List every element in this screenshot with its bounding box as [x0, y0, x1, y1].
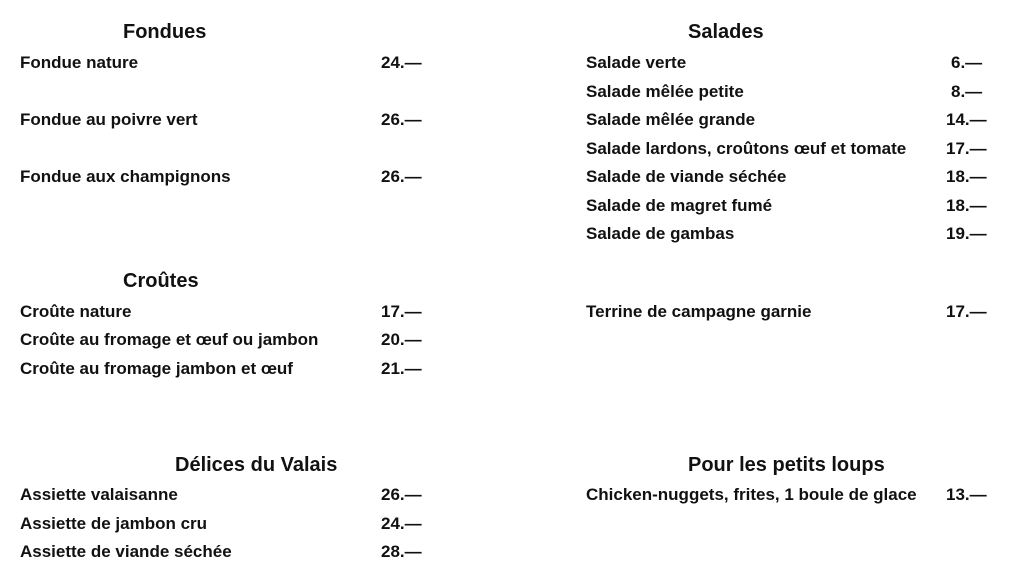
menu-item-terrine-campagne: Terrine de campagne garnie	[586, 302, 812, 321]
menu-price-salade-verte: 6.—	[951, 53, 983, 72]
menu-item-salade-melee-grande: Salade mêlée grande	[586, 110, 756, 129]
menu-price-terrine-campagne: 17.—	[946, 302, 987, 321]
menu-item-salade-viande-sechee: Salade de viande séchée	[586, 167, 787, 186]
menu-item-assiette-valaisanne: Assiette valaisanne	[20, 485, 178, 504]
menu-item-fondue-champignons: Fondue aux champignons	[20, 167, 231, 186]
menu-item-salade-magret: Salade de magret fumé	[586, 196, 773, 215]
menu-price-salade-lardons: 17.—	[946, 139, 987, 158]
menu-price-fondue-champignons: 26.—	[381, 167, 422, 186]
delices-heading: Délices du Valais	[175, 454, 338, 476]
menu-price-croute-fromage-jambon-et-oeuf: 21.—	[381, 359, 422, 378]
menu-price-salade-melee-petite: 8.—	[951, 82, 983, 101]
menu-price-fondue-poivre: 26.—	[381, 110, 422, 129]
menu-price-salade-magret: 18.—	[946, 196, 987, 215]
menu-price-salade-viande-sechee: 18.—	[946, 167, 987, 186]
menu-item-croute-fromage-oeuf-ou-jambon: Croûte au fromage et œuf ou jambon	[20, 330, 319, 349]
menu-item-fondue-nature: Fondue nature	[20, 53, 139, 72]
menu-price-chicken-nuggets: 13.—	[946, 485, 987, 504]
menu-item-chicken-nuggets: Chicken-nuggets, frites, 1 boule de glace	[586, 485, 917, 504]
menu-price-salade-melee-grande: 14.—	[946, 110, 987, 129]
salades-heading: Salades	[688, 21, 764, 43]
menu-item-salade-verte: Salade verte	[586, 53, 687, 72]
menu-price-assiette-valaisanne: 26.—	[381, 485, 422, 504]
menu-item-assiette-jambon-cru: Assiette de jambon cru	[20, 514, 208, 533]
fondues-heading: Fondues	[123, 21, 207, 43]
menu-item-croute-fromage-jambon-et-oeuf: Croûte au fromage jambon et œuf	[20, 359, 293, 378]
menu-item-salade-gambas: Salade de gambas	[586, 224, 735, 243]
menu-price-assiette-jambon-cru: 24.—	[381, 514, 422, 533]
menu-price-fondue-nature: 24.—	[381, 53, 422, 72]
menu-item-assiette-viande-sechee: Assiette de viande séchée	[20, 542, 232, 561]
menu-item-salade-melee-petite: Salade mêlée petite	[586, 82, 744, 101]
menu-price-croute-nature: 17.—	[381, 302, 422, 321]
petits-loups-heading: Pour les petits loups	[688, 454, 885, 476]
croutes-heading: Croûtes	[123, 270, 199, 292]
menu-item-fondue-poivre: Fondue au poivre vert	[20, 110, 198, 129]
menu-price-assiette-viande-sechee: 28.—	[381, 542, 422, 561]
menu-price-croute-fromage-oeuf-ou-jambon: 20.—	[381, 330, 422, 349]
menu-item-salade-lardons: Salade lardons, croûtons œuf et tomate	[586, 139, 907, 158]
menu-item-croute-nature: Croûte nature	[20, 302, 132, 321]
menu-price-salade-gambas: 19.—	[946, 224, 987, 243]
